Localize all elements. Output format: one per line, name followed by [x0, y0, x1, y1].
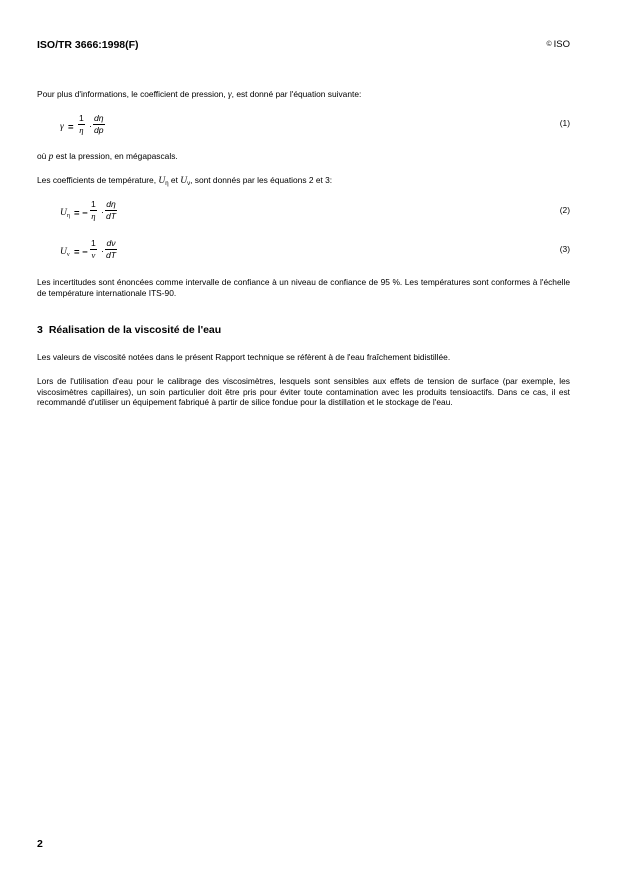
- equation-1-equals: =: [68, 122, 74, 133]
- equation-1-fraction-1: [78, 113, 85, 136]
- temp-intro-text-before: Les coefficients de température,: [37, 175, 157, 185]
- equation-3-frac2-den: dT: [106, 250, 117, 260]
- where-p-paragraph: [37, 151, 570, 163]
- equation-3-frac1-num: 1: [91, 238, 96, 248]
- p-symbol: p: [48, 152, 54, 162]
- uncertainty-paragraph: Les incertitudes sont énoncées comme intervalle de confiance à un niveau de confiance de 95 %. Les températures sont conformes à l'échelle de température internationale ITS-90.: [37, 277, 570, 298]
- equation-2-equals: = −: [74, 208, 88, 219]
- equation-3-lhs: [60, 247, 70, 258]
- copyright-notice: [546, 39, 570, 50]
- equation-1-dot: ·: [89, 121, 92, 131]
- equation-1-frac1-den: η: [79, 125, 84, 135]
- section-3-heading: [37, 324, 221, 336]
- equation-2-number: (2): [559, 205, 570, 215]
- and-word: et: [170, 175, 178, 185]
- equation-2-frac1-den: η: [91, 211, 96, 221]
- equation-3-u: U: [60, 247, 67, 257]
- u-eta-subscript: η: [165, 181, 169, 187]
- equation-1-frac2-num: dη: [94, 113, 104, 123]
- equation-1-lhs: γ: [60, 122, 64, 132]
- temperature-intro-paragraph: [37, 175, 570, 190]
- equation-1-frac2-den: dp: [94, 125, 104, 135]
- u-nu-subscript: ν: [187, 181, 191, 187]
- equation-2-fraction-1: [90, 199, 97, 222]
- section-3-paragraph-2: Lors de l'utilisation d'eau pour le calibrage des viscosimètres, lesquels sont sensibles aux effets de tension de surface (par exemple, les viscosimètres capillaires), un soin particulier doit être pris pour éviter toute contamination avec les produits tensioactifs. Dans ce cas, il est recommandé d'utiliser un équipement fabriqué à partir de silice fondue pour la distillation et le stockage de l'eau.: [37, 376, 570, 408]
- section-3-number: 3: [37, 324, 43, 336]
- equation-3: [60, 238, 150, 268]
- equation-3-number: (3): [559, 244, 570, 254]
- equation-2-frac2-den: dT: [106, 211, 117, 221]
- where-prefix: où: [37, 151, 47, 161]
- equation-2-frac1-num: 1: [91, 199, 96, 209]
- equation-1-number: (1): [559, 118, 570, 128]
- equation-2-dot: ·: [101, 207, 104, 217]
- section-3-title: Réalisation de la viscosité de l'eau: [48, 324, 222, 336]
- copyright-org: ISO: [553, 39, 570, 50]
- where-p-text: est la pression, en mégapascals.: [55, 151, 178, 161]
- equation-2-fraction-2: [105, 199, 117, 222]
- u-eta-symbol: U: [158, 176, 166, 186]
- equation-3-u-subscript: ν: [66, 252, 70, 258]
- intro-text-after: , est donné par l'équation suivante:: [231, 89, 362, 99]
- equation-3-equals: = −: [74, 247, 88, 258]
- intro-text-before: Pour plus d'informations, le coefficient de pression,: [37, 89, 226, 99]
- copyright-symbol: ©: [546, 41, 552, 48]
- equation-3-frac2-num: dν: [106, 238, 116, 248]
- document-id: ISO/TR 3666:1998(F): [37, 39, 139, 51]
- u-nu-symbol: U: [180, 176, 188, 186]
- equation-1-fraction-2: [93, 113, 105, 136]
- equation-1: [60, 113, 140, 143]
- equation-1-frac1-num: 1: [79, 113, 84, 123]
- section-3-paragraph-1: Les valeurs de viscosité notées dans le présent Rapport technique se réfèrent à de l'eau fraîchement bidistillée.: [37, 352, 451, 362]
- equation-3-fraction-2: [105, 238, 117, 261]
- equation-3-frac1-den: ν: [91, 250, 96, 260]
- equation-3-fraction-1: [90, 238, 97, 261]
- equation-2-u-subscript: η: [66, 213, 71, 219]
- equation-2-lhs: [60, 208, 70, 219]
- equation-3-dot: ·: [101, 246, 104, 256]
- equation-2: [60, 199, 150, 229]
- equation-2-u: U: [60, 208, 67, 218]
- gamma-symbol: γ: [227, 90, 232, 100]
- page-number: 2: [37, 838, 43, 850]
- equation-2-frac2-num: dη: [106, 199, 116, 209]
- temp-intro-text-after: , sont donnés par les équations 2 et 3:: [190, 175, 333, 185]
- intro-paragraph: [37, 89, 570, 101]
